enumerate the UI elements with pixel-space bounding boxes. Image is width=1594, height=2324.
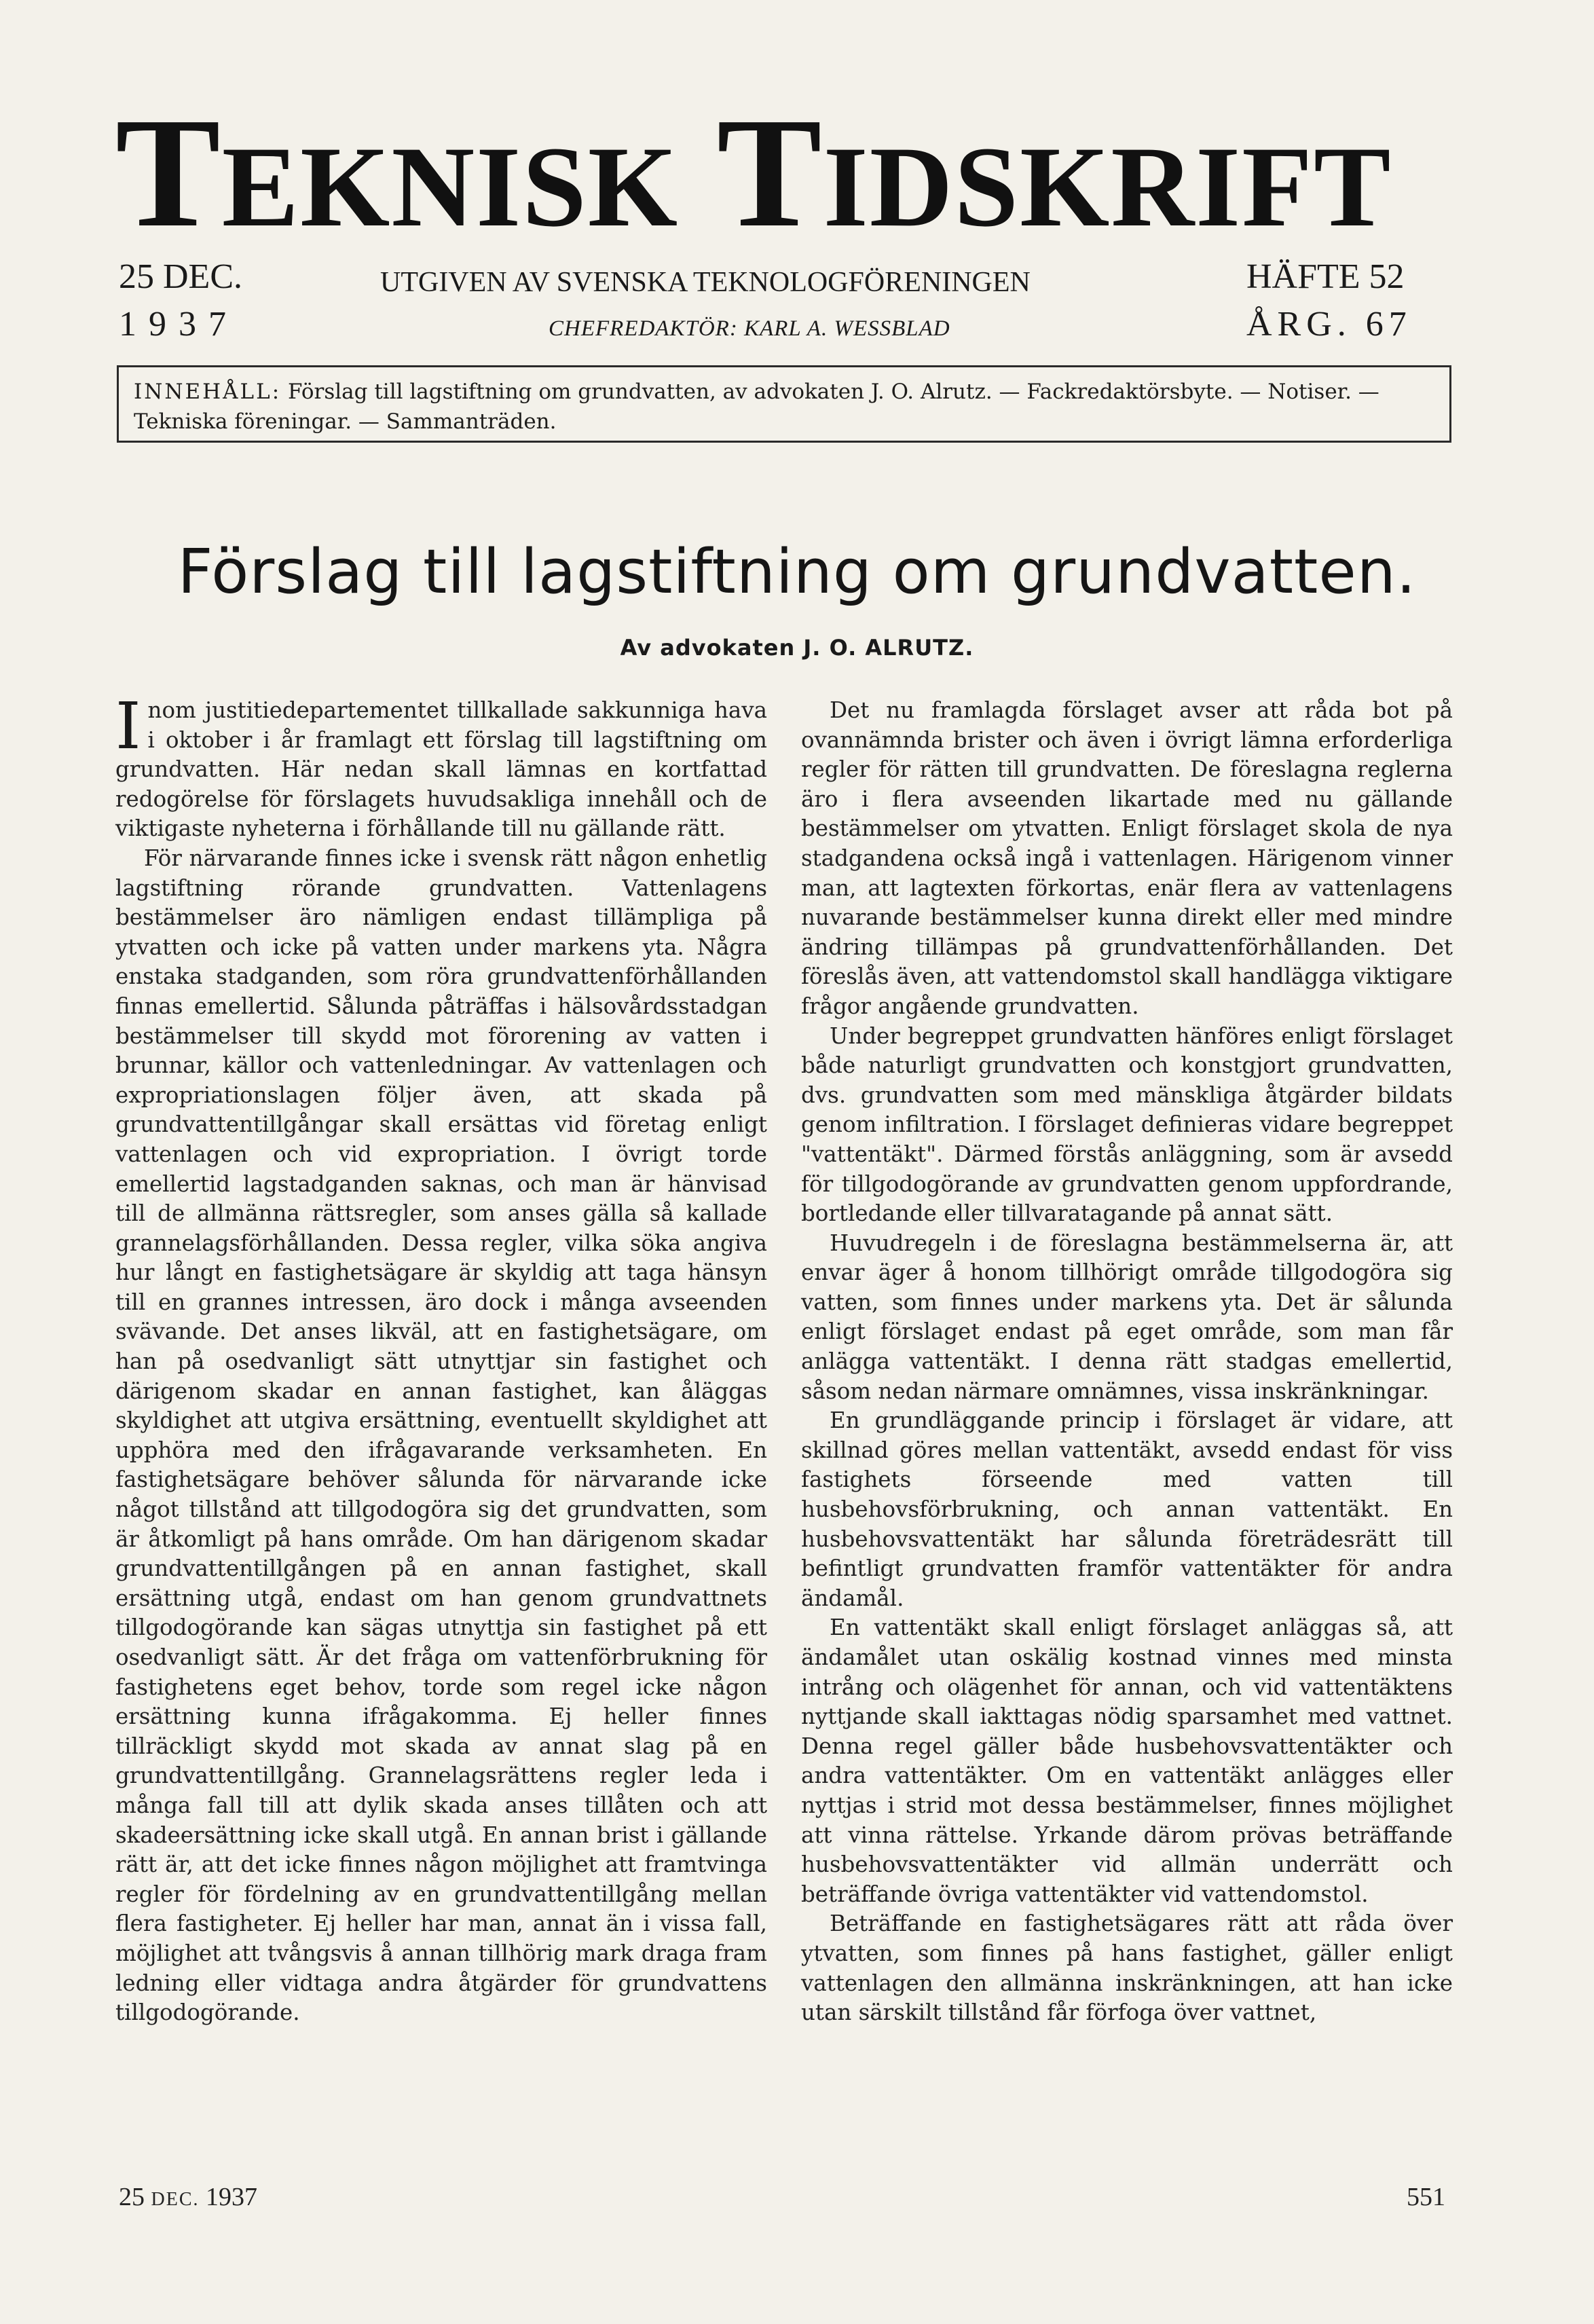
- page-number: 551: [1407, 2183, 1445, 2211]
- volume-number: ÅRG. 67: [1246, 305, 1412, 344]
- drop-cap: I: [115, 689, 141, 764]
- paragraph: För närvarande finnes icke i svensk rätt någon enhetlig lagstiftning rörande grundvatten. Vattenlagens bestämmelser äro nämligen endast tillämpliga på ytvatten och icke på vatten under markens yta. Några enstaka stadganden, som röra grundvattenförhållanden finnas emellertid. Sålunda påträffas i hälsovårdsstadgan bestämmelser till skydd mot förorening av vatten i brunnar, källor och vattenledningar. Av vattenlagen och expropriationslagen följer även, att skada på grundvattentillgångar skall ersättas vid företag enligt vattenlagen och vid expropriation. I övrigt torde emellertid lagstadganden saknas, och man är hänvisad till de allmänna rättsregler, som anses gälla så kallade grannelagsförhållanden. Dessa regler, vilka söka angiva hur långt en fastighetsägare är skyldig att taga hänsyn till en grannes intressen, äro dock i många avseenden svävande. Det anses likväl, att en fastighetsägare, om han på osedvanligt sätt utnyttjar sin fastighet och därigenom skadar en annan fastighet, kan åläggas skyldighet att utgiva ersättning, eventuellt skyldighet att upphöra med den ifrågavarande verksamheten. En fastighetsägare behöver sålunda för närvarande icke något tillstånd att tillgodogöra sig det grundvatten, som är åtkomligt på hans område. Om han därigenom skadar grundvattentillgången på en annan fastighet, skall ersättning utgå, endast om han genom grundvattnets tillgodogörande kan sägas utnyttja sin fastighet på ett osedvanligt sätt. Är det fråga om vattenförbrukning för fastighetens eget behov, torde som regel icke någon ersättning kunna ifrågakomma. Ej heller finnes tillräckligt skydd mot skada av annat slag på en grundvattentillgång. Grannelagsrättens regler leda i många fall till att dylik skada anses tillåten och att skadeersättning icke skall utgå. En annan brist i gällande rätt är, att det icke finnes någon möjlighet att framtvinga regler för fördelning av en grundvattentillgång mellan flera fastigheter. Ej heller har man, annat än i vissa fall, möjlighet att tvångsvis å annan tillhörig mark draga fram ledning eller vidtaga andra åtgärder för grundvattens tillgodogörande.: [115, 845, 767, 2026]
- article-title: Förslag till lagstiftning om grundvatten.: [177, 536, 1417, 608]
- toc-text: Förslag till lagstiftning om grundvatten, av advokaten J. O. Alrutz. — Fackredaktörsbyte. — Notiser. — Tekniska föreningar. — Sammanträden.: [134, 380, 1379, 434]
- publisher-line: UTGIVEN AV SVENSKA TEKNOLOGFÖRENINGEN: [380, 267, 1031, 298]
- issue-date: 25 DEC.: [119, 257, 242, 296]
- toc-label: INNEHÅLL:: [134, 380, 282, 404]
- article-column-right: [801, 696, 1453, 2028]
- masthead-word-tidskrift: TIDSKRIFT: [716, 86, 1392, 260]
- paragraph: Inom justitiedepartementet tillkallade sakkunniga hava i oktober i år framlagt ett förslag till lagstiftning om grundvatten. Här nedan skall lämnas en kortfattad redogörelse för förslagets huvudsakliga innehåll och de viktigaste nyheterna i förhållande till nu gällande rätt.: [115, 689, 767, 842]
- editor-line: CHEFREDAKTÖR: KARL A. WESSBLAD: [549, 316, 950, 341]
- paragraph: Under begreppet grundvatten hänföres enligt förslaget både naturligt grundvatten och konstgjort grundvatten, dvs. grundvatten som med mänskliga åtgärder bildats genom infiltration. I förslaget definieras vidare begreppet "vattentäkt". Därmed förstås anläggning, som är avsedd för tillgodogörande av grundvatten genom uppfordrande, bortledande eller tillvaratagande på annat sätt.: [801, 1022, 1453, 1227]
- issue-year: 1937: [119, 305, 238, 344]
- footer-date: 25 DEC. 1937: [119, 2183, 257, 2211]
- article-column-left: [115, 689, 767, 2028]
- masthead-title: [115, 86, 1453, 260]
- paragraph: Det nu framlagda förslaget avser att råda bot på ovannämnda brister och även i övrigt lämna erforderliga regler för rätten till grundvatten. De föreslagna reglerna äro i flera avseenden likartade med nu gällande bestämmelser om ytvatten. Enligt förslaget skola de nya stadgandena också ingå i vattenlagen. Härigenom vinner man, att lagtexten förkortas, enär flera av vattenlagens nuvarande bestämmelser kunna direkt eller med mindre ändring tillämpas på grundvattenförhållanden. Det föreslås även, att vattendomstol skall handlägga viktigare frågor angående grundvatten.: [801, 697, 1453, 1019]
- table-of-contents: [117, 365, 1451, 443]
- paragraph: Beträffande en fastighetsägares rätt att råda över ytvatten, som finnes på hans fastighet, gäller enligt vattenlagen den allmänna inskränkningen, att han icke utan särskilt tillstånd får förfoga över vattnet,: [801, 1911, 1453, 2026]
- paragraph: Huvudregeln i de föreslagna bestämmelserna är, att envar äger å honom tillhörigt område tillgodogöra sig vatten, som finnes under markens yta. Det är sålunda enligt förslaget endast på eget område, som man får anlägga vattentäkt. I denna rätt stadgas emellertid, såsom nedan närmare omnämnes, vissa inskränkningar.: [801, 1230, 1453, 1404]
- article-byline: Av advokaten J. O. ALRUTZ.: [620, 635, 974, 661]
- issue-number: HÄFTE 52: [1246, 257, 1405, 296]
- paragraph: En grundläggande princip i förslaget är vidare, att skillnad göres mellan vattentäkt, avsedd endast för viss fastighets förseende med vatten till husbehovsförbrukning, och annan vattentäkt. En husbehovsvattentäkt har sålunda företrädesrätt till befintligt grundvatten framför vattentäkter för andra ändamål.: [801, 1407, 1453, 1611]
- masthead-word-teknisk: TEKNISK: [115, 86, 680, 260]
- paragraph: En vattentäkt skall enligt förslaget anläggas så, att ändamålet utan oskälig kostnad vinnes med minsta intrång och olägenhet för annan, och vid vattentäktens nyttjande skall iakttagas nödig sparsamhet med vattnet. Denna regel gäller både husbehovsvattentäkter och andra vattentäkter. Om en vattentäkt anlägges eller nyttjas i strid mot dessa bestämmelser, finnes möjlighet att vinna rättelse. Yrkande därom prövas beträffande husbehovsvattentäkter vid allmän underrätt och beträffande övriga vattentäkter vid vattendomstol.: [801, 1615, 1453, 1907]
